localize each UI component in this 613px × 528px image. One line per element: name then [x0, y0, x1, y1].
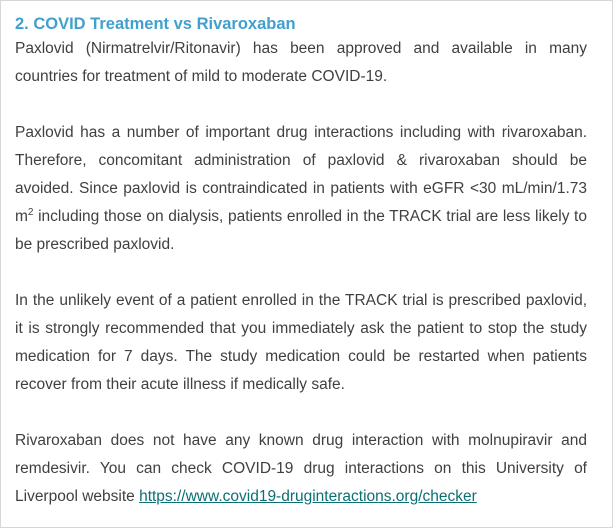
paragraph-gap: [15, 399, 587, 427]
paragraph-interactions-text: Paxlovid has a number of important drug interactions including with rivaroxaban. Therefore, concomitant administration of paxlovid & rivaroxaban should be avoided. Since paxlovid is contraindicated in patients with eGFR <30 mL/min/1.73 m: [15, 124, 587, 225]
superscript-2: 2: [27, 206, 34, 218]
paragraph-interactions-text-continued: including those on dialysis, patients enrolled in the TRACK trial are less likely to be prescribed paxlovid.: [15, 208, 587, 253]
drug-interactions-checker-link[interactable]: https://www.covid19-druginteractions.org/checker: [139, 488, 477, 505]
document-content: [15, 13, 587, 511]
paragraph-gap: [15, 259, 587, 287]
paragraph-approval: Paxlovid (Nirmatrelvir/Ritonavir) has been approved and available in many countries for treatment of mild to moderate COVID-19.: [15, 40, 587, 85]
paragraph-interactions: [15, 119, 587, 259]
paragraph-other-drugs-text: Rivaroxaban does not have any known drug interaction with molnupiravir and remdesivir. You can check COVID-19 drug interactions on this University of Liverpool website: [15, 432, 587, 505]
paragraph-recommendation: In the unlikely event of a patient enrolled in the TRACK trial is prescribed paxlovid, it is strongly recommended that you immediately ask the patient to stop the study medication for 7 days. The study medication could be restarted when patients recover from their acute illness if medically safe.: [15, 292, 587, 393]
paragraph-gap: [15, 91, 587, 119]
paragraph-other-drugs: [15, 427, 587, 511]
section-heading: 2. COVID Treatment vs Rivaroxaban: [15, 15, 296, 33]
